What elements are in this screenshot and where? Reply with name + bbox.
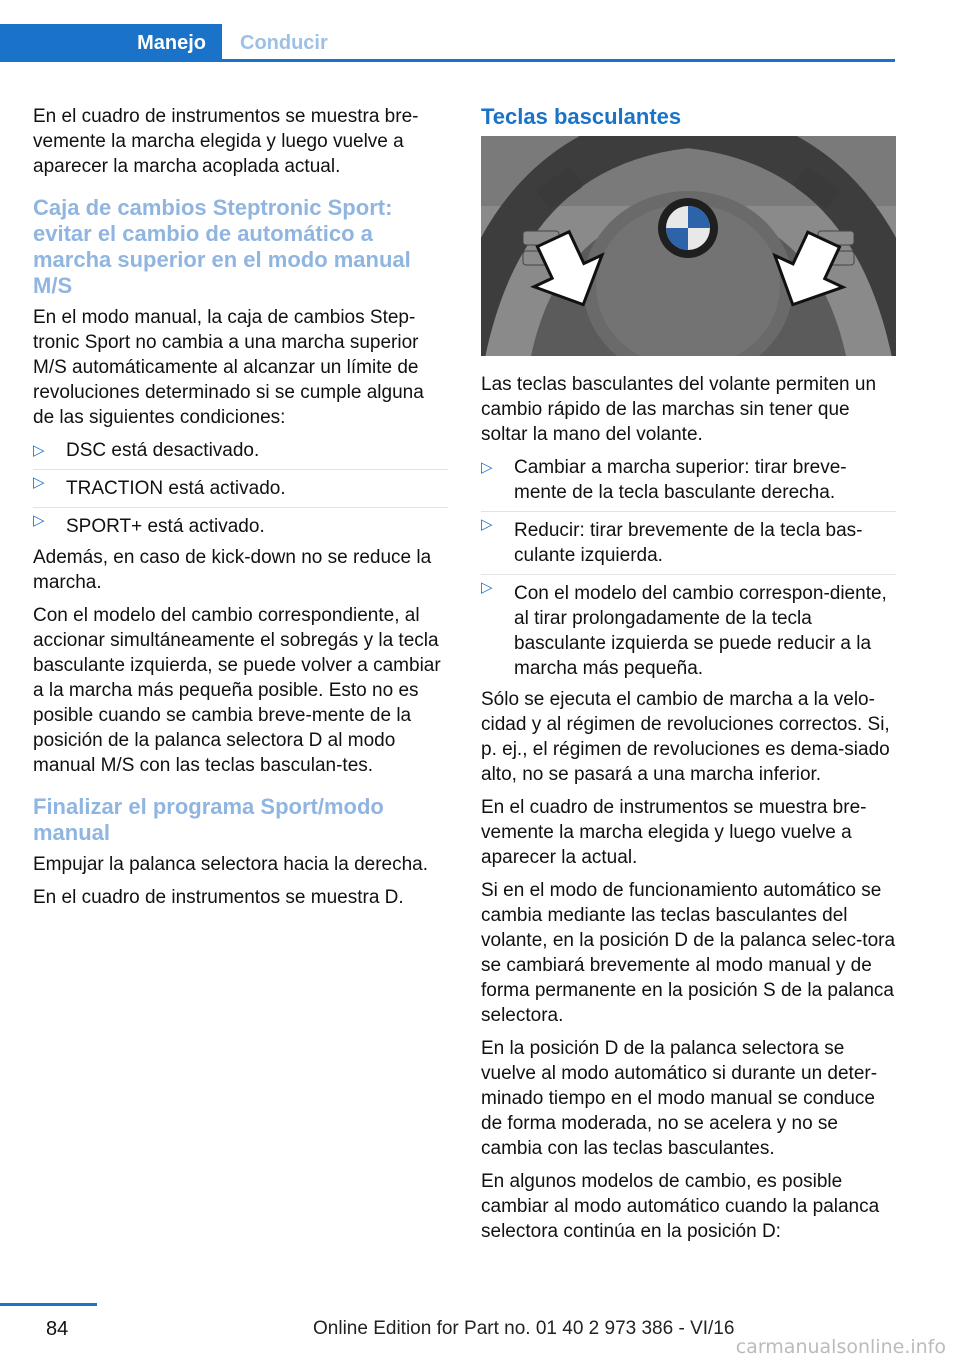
paragraph: Si en el modo de funcionamiento automático se cambia mediante las teclas basculantes del volante, en la posición D de la palanca selec-tora se cambiará brevemente al modo manual y de forma permanente en la posición S de la palanca selectora. bbox=[481, 880, 896, 1026]
paragraph: Sólo se ejecuta el cambio de marcha a la velo-cidad y al régimen de revoluciones correctos. Si, p. ej., el régimen de revoluciones es dema-siado alto, no se pasará a una marcha inferior. bbox=[481, 689, 890, 785]
page-number: 84 bbox=[46, 1318, 69, 1340]
list-item: ▷ Con el modelo del cambio correspon-diente, al tirar prolongadamente de la tecla basculante izquierda se puede reducir a la marcha más pequeña. bbox=[481, 574, 896, 681]
paragraph: Las teclas basculantes del volante permiten un cambio rápido de las marchas sin tener que soltar la mano del volante. bbox=[481, 374, 877, 445]
triangle-bullet-icon: ▷ bbox=[481, 516, 493, 533]
paragraph: En el modo manual, la caja de cambios Step-tronic Sport no cambia a una marcha superior M/S automáticamente al alcanzar un límite de revoluciones determinado si se cumple alguna de las siguientes condiciones: bbox=[33, 307, 424, 428]
watermark: carmanualsonline.info bbox=[735, 1336, 946, 1358]
paddle-list bbox=[481, 455, 896, 681]
list-item: ▷ Reducir: tirar brevemente de la tecla bas-culante izquierda. bbox=[481, 511, 896, 568]
triangle-bullet-icon: ▷ bbox=[33, 512, 45, 529]
steering-wheel-paddles-figure bbox=[481, 136, 896, 356]
header-tabbar bbox=[0, 24, 895, 62]
triangle-bullet-icon: ▷ bbox=[481, 579, 493, 596]
tab-conducir[interactable]: Conducir bbox=[240, 31, 328, 54]
paragraph: En el cuadro de instrumentos se muestra bre-vemente la marcha elegida y luego vuelve a aparecer la marcha acoplada actual. bbox=[33, 106, 419, 177]
section-heading: Finalizar el programa Sport/modo manual bbox=[33, 794, 384, 845]
section-heading: Teclas basculantes bbox=[481, 104, 682, 129]
footer-rule bbox=[0, 1303, 97, 1306]
triangle-bullet-icon: ▷ bbox=[481, 459, 493, 476]
list-item: ▷ TRACTION está activado. bbox=[33, 469, 448, 501]
right-column bbox=[481, 104, 896, 1252]
left-column bbox=[33, 104, 448, 918]
paragraph: Con el modelo del cambio correspondiente, al accionar simultáneamente el sobregás y la tecla basculante izquierda, se puede volver a cambiar a la marcha más pequeña posible. Esto no es posible cuando se cambia breve-mente de la posición de la palanca selectora D al modo manual M/S con las teclas basculan-tes. bbox=[33, 605, 441, 776]
tab-manejo[interactable]: Manejo bbox=[0, 24, 222, 62]
section-heading: Caja de cambios Steptronic Sport: evitar el cambio de automático a marcha superior en el modo manual M/S bbox=[33, 195, 411, 298]
paragraph: En la posición D de la palanca selectora se vuelve al modo automático si durante un deter-minado tiempo en el modo manual se conduce de forma moderada, no se acelera y no se cambia con las teclas basculantes. bbox=[481, 1038, 878, 1159]
triangle-bullet-icon: ▷ bbox=[33, 442, 45, 459]
edition-note: Online Edition for Part no. 01 40 2 973 386 - VI/16 bbox=[313, 1318, 735, 1339]
condition-list bbox=[33, 438, 448, 539]
header-rule bbox=[0, 59, 895, 62]
list-item: ▷ DSC está desactivado. bbox=[33, 440, 260, 461]
list-item: ▷ SPORT+ está activado. bbox=[33, 507, 448, 539]
paragraph: Además, en caso de kick-down no se reduce la marcha. bbox=[33, 547, 432, 593]
paragraph: Empujar la palanca selectora hacia la derecha. bbox=[33, 854, 429, 875]
paragraph: En algunos modelos de cambio, es posible cambiar al modo automático cuando la palanca selectora continúa en la posición D: bbox=[481, 1171, 880, 1242]
list-item: ▷ Cambiar a marcha superior: tirar breve-mente de la tecla basculante derecha. bbox=[481, 457, 847, 503]
paragraph: En el cuadro de instrumentos se muestra D. bbox=[33, 887, 404, 908]
paragraph: En el cuadro de instrumentos se muestra bre-vemente la marcha elegida y luego vuelve a aparecer la actual. bbox=[481, 797, 867, 868]
triangle-bullet-icon: ▷ bbox=[33, 474, 45, 491]
